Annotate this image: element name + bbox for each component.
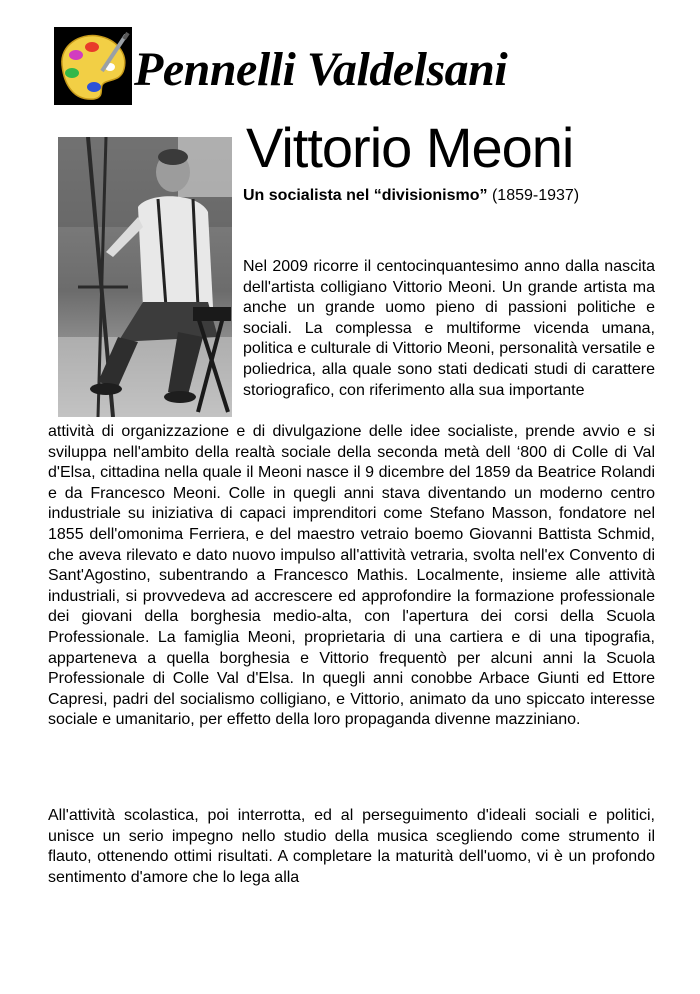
palette-logo	[54, 27, 132, 105]
subtitle	[243, 186, 623, 206]
subtitle-bold: Un socialista nel “divisionismo”	[243, 187, 488, 204]
paragraph-main: attività di organizzazione e di divulgazione delle idee socialiste, prende avvio e si sviluppa nell'ambito della realtà sociale della seconda metà dell ‘800 di Colle di Val d'Elsa, cittadina nella quale il Meoni nasce il 9 dicembre del 1859 da Beatrice Rolandi e da Francesco Meoni. Colle in quegli anni stava diventando un moderno centro industriale su iniziativa di capaci imprenditori come Stefano Masson, fondatore nel 1855 dell'omonima Ferriera, e del maestro vetraio boemo Giovanni Battista Schmid, che aveva rilevato e dato nuovo impulso all'attività vetraria, svolta nell'ex Convento di Sant'Agostino, subentrando a Francesco Mathis. Localmente, insieme alle attività industriali, si provvedeva ad accrescere ed approfondire la formazione professionale dei giovani della borghesia medio-alta, con l'apertura dei corsi della Scuola Professionale. La famiglia Meoni, proprietaria di una cartiera e di una tipografia, apparteneva a quella borghesia e Vittorio frequentò per alcuni anni la Scuola Professionale di Colle Val d'Elsa. In quegli anni conobbe Arbace Giunti ed Ettore Capresi, padri del socialismo colligiano, e Vittorio, animato da uno spiccato interesse sociale e umanitario, per effetto della loro propaganda divenne mazziniano.	[48, 423, 655, 729]
artist-photo	[58, 137, 232, 417]
header-title: Pennelli Valdelsani	[134, 43, 508, 96]
subtitle-years: (1859-1937)	[487, 187, 580, 204]
paragraph-second: All'attività scolastica, poi interrotta, ed al perseguimento d'ideali sociali e politici, unisce un serio impegno nello studio della musica scegliendo come strumento il flauto, ottenendo ottimi risultati. A completare la maturità dell'uomo, vi è un profondo sentimento d'amore che lo lega alla	[48, 807, 655, 886]
paragraph-intro: Nel 2009 ricorre il centocinquantesimo anno dalla nascita dell'artista colligiano Vittorio Meoni. Un grande artista ma anche un grande uomo pieno di passioni politiche e sociali. La complessa e multiforme vicenda umana, politica e culturale di Vittorio Meoni, personalità versatile e poliedrica, alla quale sono stati dedicati studi di carattere storiografico, con riferimento alla sua importante	[243, 258, 655, 399]
palette-icon	[54, 27, 132, 105]
artist-name: Vittorio Meoni	[246, 116, 574, 179]
